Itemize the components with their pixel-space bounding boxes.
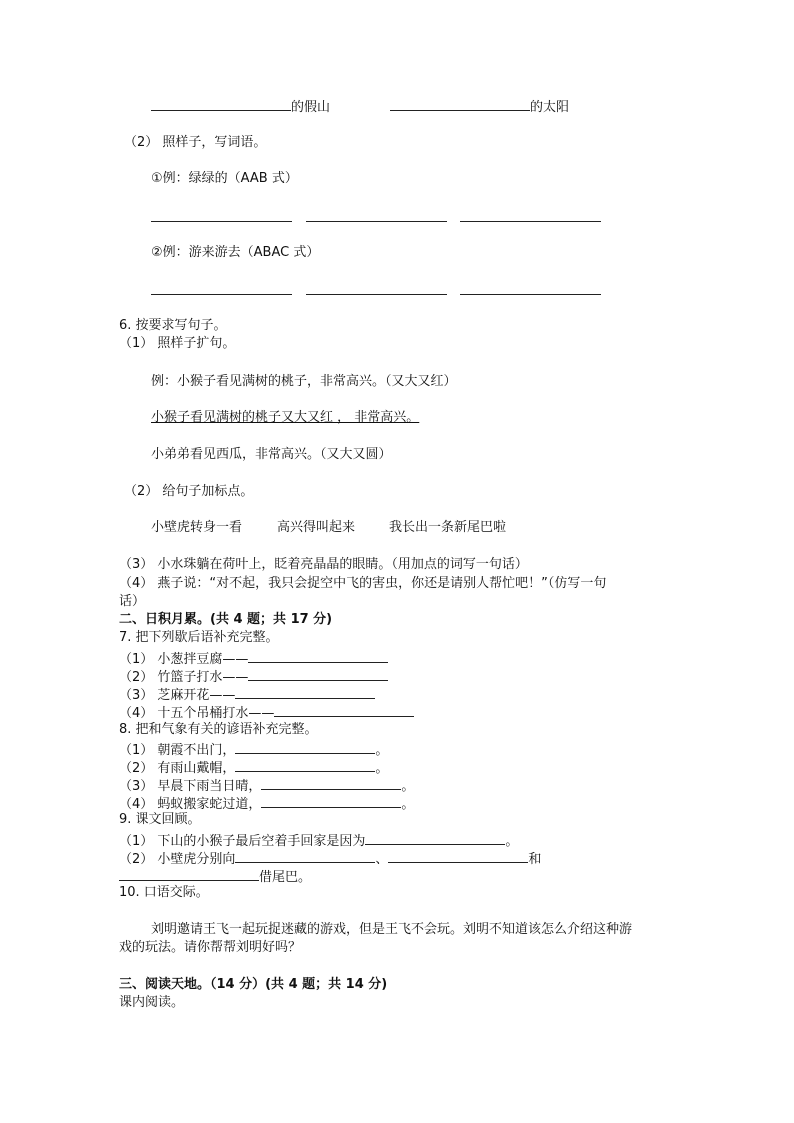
q9-2: （2） 小壁虎分别向 、 和 <box>119 849 541 868</box>
fill-blank[interactable] <box>248 649 388 663</box>
fill-blank[interactable] <box>235 758 375 772</box>
q8-item-2: （2） 有雨山戴帽， 。 <box>119 758 388 777</box>
q9-1: （1） 下山的小猴子最后空着手回家是因为 。 <box>119 831 518 850</box>
q9-2-cont: 借尾巴。 <box>119 867 311 886</box>
fill-blank[interactable] <box>390 97 530 111</box>
fill-blank[interactable] <box>365 831 505 845</box>
q6-example-answer: 小猴子看见满树的桃子又大又红 ， 非常高兴。 <box>151 410 420 425</box>
answer-line[interactable] <box>460 221 601 222</box>
punct-item-3: 我长出一条新尾巴啦 <box>389 520 507 535</box>
q7-title: 7. 把下列歇后语补充完整。 <box>119 630 279 645</box>
q9-title: 9. 课文回顾。 <box>119 812 201 827</box>
fill-blank[interactable] <box>261 794 401 808</box>
text-taiyang: 的太阳 <box>530 100 570 115</box>
q6-4-line2: 话） <box>119 594 146 609</box>
fill-blank[interactable] <box>151 97 291 111</box>
answer-line[interactable] <box>306 294 447 295</box>
q6-example: 例：小猴子看见满树的桃子，非常高兴。（又大又红） <box>151 374 457 389</box>
q6-1-label: （1） 照样子扩句。 <box>119 336 236 351</box>
q10-text-line2: 戏的玩法。请你帮帮刘明好吗？ <box>119 940 302 955</box>
punct-item-1: 小壁虎转身一看 <box>151 520 243 535</box>
answer-line[interactable] <box>306 221 447 222</box>
q8-title: 8. 把和气象有关的谚语补充完整。 <box>119 722 318 737</box>
section3-heading: 三、阅读天地。（14 分）(共 4 题；共 14 分) <box>119 977 388 992</box>
answer-line[interactable] <box>151 221 292 222</box>
fill-blank[interactable] <box>235 740 375 754</box>
fill-blank[interactable] <box>274 703 414 717</box>
fill-blank[interactable] <box>248 667 388 681</box>
q10-text-line1: 刘明邀请王飞一起玩捉迷藏的游戏，但是王飞不会玩。刘明不知道该怎么介绍这种游 <box>151 922 633 937</box>
q10-title: 10. 口语交际。 <box>119 885 209 900</box>
section2-heading: 二、日积月累。(共 4 题；共 17 分) <box>119 612 333 627</box>
q6-4-line1: （4） 燕子说：“对不起，我只会捉空中飞的害虫，你还是请别人帮忙吧！”（仿写一句 <box>119 576 607 591</box>
q6-title: 6. 按要求写句子。 <box>119 318 227 333</box>
fill-blank[interactable] <box>235 685 375 699</box>
q5-2-ex1: ①例：绿绿的（AAB 式） <box>151 171 298 186</box>
q7-item-2: （2） 竹篮子打水—— <box>119 667 388 686</box>
fill-blank[interactable] <box>119 867 259 881</box>
fill-blank[interactable] <box>235 849 375 863</box>
q6-2-label: （2） 给句子加标点。 <box>124 484 254 499</box>
q6-3: （3） 小水珠躺在荷叶上，眨着亮晶晶的眼睛。（用加点的词写一句话） <box>119 557 528 572</box>
punct-item-2: 高兴得叫起来 <box>277 520 356 535</box>
text-jiashan: 的假山 <box>291 100 331 115</box>
answer-line[interactable] <box>460 294 601 295</box>
q8-item-3: （3） 早晨下雨当日晴， 。 <box>119 776 414 795</box>
fill-blank[interactable] <box>261 776 401 790</box>
q7-item-1: （1） 小葱拌豆腐—— <box>119 649 388 668</box>
q6-task: 小弟弟看见西瓜，非常高兴。（又大又圆） <box>151 447 392 462</box>
q8-item-4: （4） 蚂蚁搬家蛇过道， 。 <box>119 794 414 813</box>
answer-line[interactable] <box>151 294 292 295</box>
blank-row-top <box>151 97 330 116</box>
q8-item-1: （1） 朝霞不出门， 。 <box>119 740 388 759</box>
q7-item-3: （3） 芝麻开花—— <box>119 685 375 704</box>
q5-2-ex2: ②例：游来游去（ABAC 式） <box>151 245 320 260</box>
fill-blank[interactable] <box>388 849 528 863</box>
q7-item-4: （4） 十五个吊桶打水—— <box>119 703 414 722</box>
q5-2-label: （2） 照样子，写词语。 <box>124 135 267 150</box>
blank-row-top-2 <box>390 97 569 116</box>
section3-sub: 课内阅读。 <box>119 995 185 1010</box>
